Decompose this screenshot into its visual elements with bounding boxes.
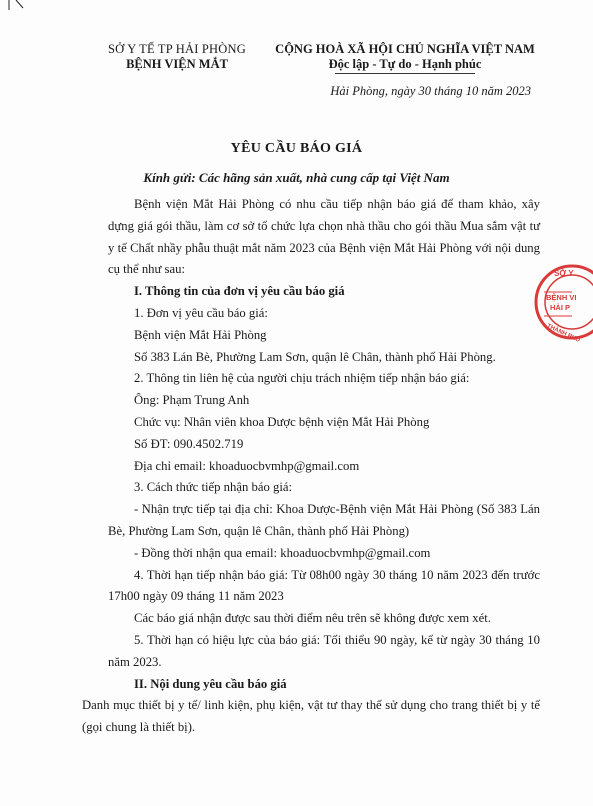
header-right [270, 42, 540, 74]
item5-validity: 5. Thời hạn có hiệu lực của báo giá: Tối thiểu 90 ngày, kể từ ngày 30 tháng 10 năm 2023. [108, 632, 540, 669]
motto-underline [335, 73, 475, 74]
contact-phone: Số ĐT: 090.4502.719 [134, 436, 244, 451]
hospital-name: BỆNH VIỆN MẮT [126, 57, 228, 71]
unit-address: Số 383 Lán Bè, Phường Lam Sơn, quận lê Chân, thành phố Hải Phòng. [134, 349, 496, 364]
receive-direct: - Nhận trực tiếp tại địa chỉ: Khoa Dược-Bệnh viện Mắt Hải Phòng (Số 383 Lán Bè, Phường Lam Sơn, quận lê Chân, thành phố Hải Phòng) [108, 502, 540, 538]
document-title: YÊU CẦU BÁO GIÁ [230, 141, 363, 156]
contact-email: Địa chỉ email: khoaduocbvmhp@gmail.com [134, 458, 360, 473]
section1-heading: I. Thông tin của đơn vị yêu cầu báo giá [134, 284, 345, 299]
section2-heading: II. Nội dung yêu cầu báo giá [134, 676, 287, 691]
nation-name: CỘNG HOÀ XÃ HỘI CHỦ NGHĨA VIỆT NAM [275, 42, 535, 56]
item1-label: 1. Đơn vị yêu cầu báo giá: [134, 305, 268, 320]
document-body [82, 194, 540, 739]
stamp-text-mid2: HẢI P [550, 303, 571, 312]
item2-label: 2. Thông tin liên hệ của người chịu trách nhiệm tiếp nhận báo giá: [134, 371, 470, 386]
item4-deadline: 4. Thời hạn tiếp nhận báo giá: Từ 08h00 ngày 30 tháng 10 năm 2023 đến trước 17h00 ngày 09 tháng 11 năm 2023 [108, 567, 540, 604]
header-left [92, 42, 262, 72]
contact-position: Chức vụ: Nhân viên khoa Dược bệnh viện Mắt Hải Phòng [134, 414, 430, 429]
late-note: Các báo giá nhận được sau thời điểm nêu trên sẽ không được xem xét. [134, 611, 491, 626]
stamp-seal-icon [532, 262, 593, 342]
recipient-line: Kính gửi: Các hãng sản xuất, nhà cung cấp tại Việt Nam [143, 170, 450, 185]
org-name: SỞ Y TẾ TP HẢI PHÒNG [108, 42, 246, 56]
corner-mark-icon [6, 0, 26, 14]
stamp-text-mid1: BỆNH VI [546, 293, 577, 302]
intro-paragraph: Bệnh viện Mắt Hải Phòng có nhu cầu tiếp nhận báo giá để tham khảo, xây dựng giá gói thầu, làm cơ sở tổ chức lựa chọn nhà thầu cho gói thầu Mua sắm vật tư y tế Chất nhầy phẫu thuật mắt năm 2023 của Bệnh viện Mắt Hải Phòng với nội dung cụ thể như sau: [108, 197, 540, 277]
unit-name: Bệnh viện Mắt Hải Phòng [134, 327, 267, 342]
stamp-text-top: SỞ Y [554, 269, 574, 278]
contact-name: Ông: Phạm Trung Anh [134, 393, 250, 408]
section2-desc: Danh mục thiết bị y tế/ linh kiện, phụ kiện, vật tư thay thế sử dụng cho trang thiết bị y tế (gọi chung là thiết bị). [82, 698, 540, 735]
receive-email: - Đồng thời nhận qua email: khoaduocbvmhp@gmail.com [134, 545, 431, 560]
stamp-text-bottom: THÀNH PHỐ [545, 323, 581, 342]
official-stamp [532, 262, 593, 342]
item3-label: 3. Cách thức tiếp nhận báo giá: [134, 480, 293, 495]
date-line: Hải Phòng, ngày 30 tháng 10 năm 2023 [330, 84, 531, 98]
motto: Độc lập - Tự do - Hạnh phúc [328, 57, 482, 71]
